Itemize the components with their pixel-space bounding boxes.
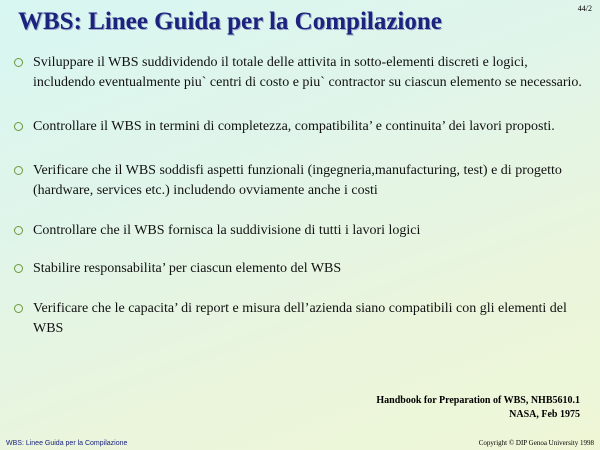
bullet-text: Stabilire responsabilita’ per ciascun elemento del WBS <box>33 261 342 276</box>
footer-copyright: Copyright © DIP Genoa University 1998 <box>478 439 594 447</box>
bullet-text: Verificare che le capacita’ di report e misura dell’azienda siano compatibili con gli elementi del WBS <box>33 301 567 336</box>
bullet-text: Controllare che il WBS fornisca la suddivisione di tutti i lavori logici <box>33 223 421 238</box>
reference-citation <box>376 394 580 422</box>
reference-line-2: NASA, Feb 1975 <box>509 409 580 420</box>
bullet-text: Controllare il WBS in termini di completezza, compatibilita’ e continuita’ dei lavori proposti. <box>33 119 555 134</box>
circle-bullet-icon <box>14 264 23 273</box>
circle-bullet-icon <box>14 166 23 175</box>
circle-bullet-icon <box>14 226 23 235</box>
reference-line-1: Handbook for Preparation of WBS, NHB5610.1 <box>376 395 580 406</box>
circle-bullet-icon <box>14 58 23 67</box>
bullet-item <box>14 221 590 241</box>
bullet-list <box>14 53 590 339</box>
bullet-item <box>14 117 590 137</box>
slide-title: WBS: Linee Guida per la Compilazione <box>18 8 442 35</box>
bullet-item <box>14 259 590 279</box>
bullet-item <box>14 299 590 339</box>
bullet-item <box>14 161 590 201</box>
circle-bullet-icon <box>14 304 23 313</box>
bullet-text: Verificare che il WBS soddisfi aspetti funzionali (ingegneria,manufacturing, test) e di progetto (hardware, services etc.) includendo ovviamente anche i costi <box>33 163 562 198</box>
page-number: 44/2 <box>577 4 592 13</box>
circle-bullet-icon <box>14 122 23 131</box>
bullet-text: Sviluppare il WBS suddividendo il totale delle attivita in sotto-elementi discreti e logici, includendo eventualmente piu` centri di costo e piu` contractor su ciascun elemento se necessario. <box>33 55 582 90</box>
footer-title: WBS: Linee Guida per la Compilazione <box>6 440 128 447</box>
bullet-item <box>14 53 590 93</box>
